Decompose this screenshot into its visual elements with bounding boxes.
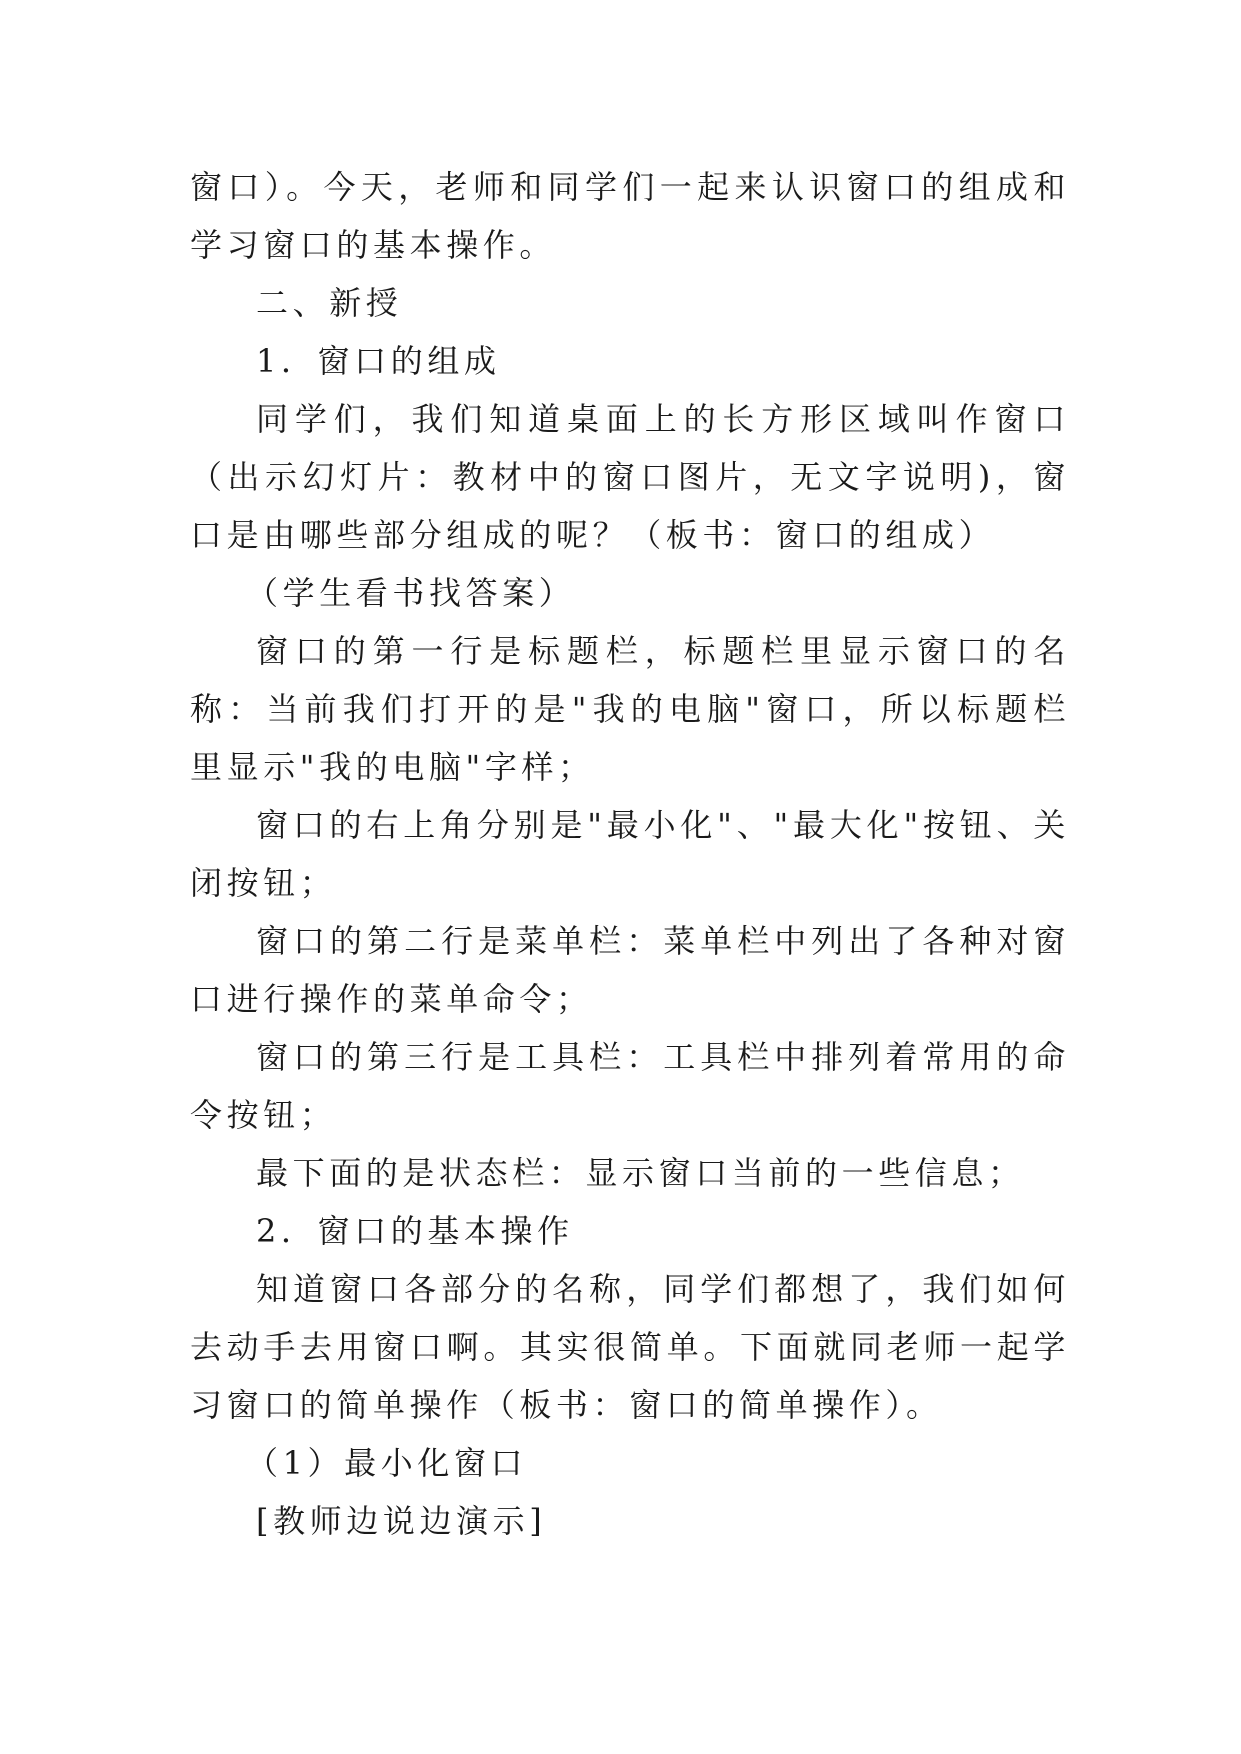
paragraph-operations-intro: 知道窗口各部分的名称，同学们都想了，我们如何去动手去用窗口啊。其实很简单。下面就同老师一起学习窗口的简单操作（板书：窗口的简单操作）。 [190,1270,1070,1424]
subheading-window-composition: 1．窗口的组成 [256,342,501,380]
paragraph-student-activity: （学生看书找答案） [246,574,576,612]
subheading-minimize-window: （1）最小化窗口 [246,1444,528,1482]
paragraph-window-buttons: 窗口的右上角分别是"最小化"、"最大化"按钮、关闭按钮； [190,806,1070,902]
paragraph-menu-bar: 窗口的第二行是菜单栏：菜单栏中列出了各种对窗口进行操作的菜单命令； [190,922,1070,1018]
paragraph-status-bar: 最下面的是状态栏：显示窗口当前的一些信息； [256,1154,1025,1192]
document-body [190,158,1070,1550]
paragraph-window-question: 同学们，我们知道桌面上的长方形区域叫作窗口（出示幻灯片：教材中的窗口图片，无文字说明)，窗口是由哪些部分组成的呢？（板书：窗口的组成） [190,400,1070,554]
paragraph-tool-bar: 窗口的第三行是工具栏：工具栏中排列着常用的命令按钮； [190,1038,1070,1134]
paragraph-teacher-demo: [教师边说边演示] [256,1502,547,1540]
section-heading-new-lesson: 二、新授 [256,284,403,322]
paragraph-title-bar: 窗口的第一行是标题栏，标题栏里显示窗口的名称：当前我们打开的是"我的电脑"窗口，所以标题栏里显示"我的电脑"字样； [190,632,1070,786]
paragraph-intro-continuation: 窗口）。今天，老师和同学们一起来认识窗口的组成和学习窗口的基本操作。 [190,168,1070,264]
subheading-basic-operations: 2．窗口的基本操作 [256,1212,574,1250]
